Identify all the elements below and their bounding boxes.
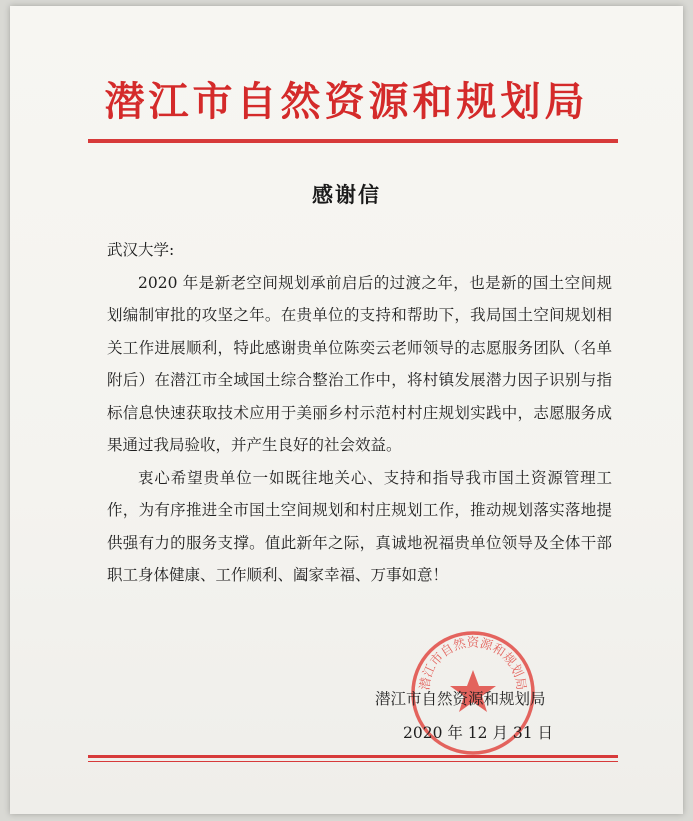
letterhead-divider	[88, 139, 618, 143]
letter-paper	[10, 6, 683, 814]
footer-divider-thin	[88, 761, 618, 762]
salutation: 武汉大学:	[107, 241, 175, 259]
paragraph-2: 衷心希望贵单位一如既往地关心、支持和指导我市国土资源管理工作，为有序推进全市国土空间规划和村庄规划工作，推动规划落实落地提供强有力的服务支撑。值此新年之际，真诚地祝福贵单位领导及全体干部职工身体健康、工作顺利、阖家幸福、万事如意！	[107, 468, 612, 584]
paragraph-1: 2020 年是新老空间规划承前启后的过渡之年，也是新的国土空间规划编制审批的攻坚之年。在贵单位的支持和帮助下，我局国土空间规划相关工作进展顺利，特此感谢贵单位陈奕云老师领导的志愿服务团队（名单附后）在潜江市全域国土综合整治工作中，将村镇发展潜力因子识别与指标信息快速获取技术应用于美丽乡村示范村村庄规划实践中，志愿服务成果通过我局验收，并产生良好的社会效益。	[107, 273, 612, 454]
footer-divider-thick	[88, 755, 618, 758]
seal-text: 潜江市自然资源和规划局	[416, 634, 530, 691]
signature-block	[375, 682, 605, 750]
letter-body	[107, 234, 612, 592]
signature-org-name: 潜江市自然资源和规划局	[375, 690, 546, 708]
document-title: 感谢信	[312, 183, 381, 207]
signature-date: 2020 年 12 月 31 日	[403, 724, 554, 742]
letterhead-org-name: 潜江市自然资源和规划局	[104, 79, 589, 125]
